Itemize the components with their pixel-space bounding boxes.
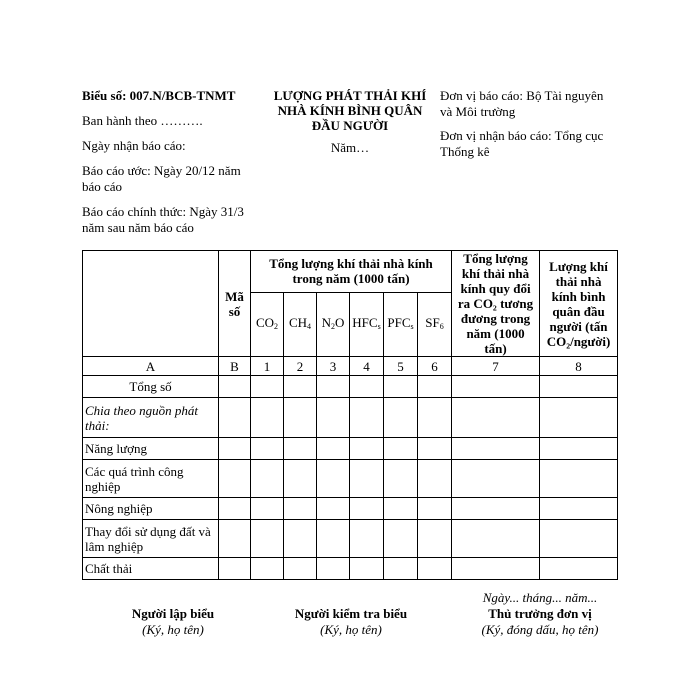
estimate-report-date: Báo cáo ước: Ngày 20/12 năm báo cáo — [82, 163, 241, 194]
data-cell[interactable] — [452, 438, 540, 460]
data-cell[interactable] — [317, 558, 350, 580]
data-cell[interactable] — [219, 558, 251, 580]
data-cell[interactable] — [418, 460, 452, 498]
index-cell: 2 — [284, 357, 317, 376]
row-label: Tổng số — [83, 376, 219, 398]
index-cell: 5 — [384, 357, 418, 376]
data-cell[interactable] — [317, 498, 350, 520]
table-row — [83, 498, 618, 520]
issued-by: Ban hành theo ………. — [82, 113, 203, 128]
index-cell: B — [219, 357, 251, 376]
data-cell[interactable] — [452, 460, 540, 498]
row-label: Nông nghiệp — [83, 498, 219, 520]
data-cell[interactable] — [251, 520, 284, 558]
gas-header-1: $CO_2$ — [251, 292, 284, 356]
header-center — [262, 88, 438, 156]
row-label: Thay đổi sử dụng đất và lâm nghiệp — [83, 520, 219, 558]
data-cell[interactable] — [284, 558, 317, 580]
data-cell[interactable] — [350, 376, 384, 398]
index-cell: 1 — [251, 357, 284, 376]
data-cell[interactable] — [384, 438, 418, 460]
data-cell[interactable] — [219, 398, 251, 438]
row-label: Năng lượng — [83, 438, 219, 460]
data-cell[interactable] — [317, 520, 350, 558]
data-cell[interactable] — [284, 438, 317, 460]
table-row — [83, 460, 618, 498]
data-cell[interactable] — [219, 438, 251, 460]
checker-role: Người kiểm tra biểu — [294, 606, 408, 621]
data-cell[interactable] — [251, 376, 284, 398]
data-cell[interactable] — [418, 558, 452, 580]
index-cell: A — [83, 357, 219, 376]
report-title: LƯỢNG PHÁT THẢI KHÍ NHÀ KÍNH BÌNH QUÂN ĐẦU NGƯỜI — [273, 88, 427, 133]
checker-note: (Ký, họ tên) — [320, 622, 382, 637]
preparer-signature — [108, 590, 238, 638]
table-row — [83, 398, 618, 438]
table-row — [83, 520, 618, 558]
data-cell[interactable] — [350, 498, 384, 520]
header-right — [440, 88, 618, 168]
table-row — [83, 558, 618, 580]
data-cell[interactable] — [350, 460, 384, 498]
data-cell[interactable] — [418, 520, 452, 558]
header-co2-equivalent: Tổng lượng khí thải nhà kính quy đổi ra CO₂ tương đương trong năm (1000 tấn) — [452, 251, 540, 357]
row-label: Chất thải — [83, 558, 219, 580]
data-cell[interactable] — [219, 460, 251, 498]
form-code: Biểu số: 007.N/BCB-TNMT — [82, 88, 236, 103]
data-cell[interactable] — [219, 498, 251, 520]
data-cell[interactable] — [384, 520, 418, 558]
gas-header-4: $HFC_s$ — [350, 292, 384, 356]
received-date: Ngày nhận báo cáo: — [82, 138, 186, 153]
gas-header-5: $PFC_s$ — [384, 292, 418, 356]
data-cell[interactable] — [317, 376, 350, 398]
gas-header-3: $N_2O$ — [317, 292, 350, 356]
table-row — [83, 376, 618, 398]
data-cell[interactable] — [384, 498, 418, 520]
index-cell: 3 — [317, 357, 350, 376]
checker-signature — [276, 590, 426, 638]
data-cell[interactable] — [384, 376, 418, 398]
header-per-capita: Lượng khí thải nhà kính bình quân đầu người (tấn CO₂/người) — [540, 251, 618, 357]
emissions-table — [82, 250, 618, 580]
data-cell[interactable] — [350, 438, 384, 460]
data-cell[interactable] — [540, 438, 618, 460]
data-cell[interactable] — [540, 558, 618, 580]
data-cell[interactable] — [418, 498, 452, 520]
data-cell[interactable] — [284, 520, 317, 558]
data-cell[interactable] — [384, 558, 418, 580]
index-cell: 7 — [452, 357, 540, 376]
data-cell[interactable] — [251, 460, 284, 498]
head-role: Thủ trưởng đơn vị — [488, 606, 592, 621]
index-cell: 4 — [350, 357, 384, 376]
data-cell[interactable] — [418, 398, 452, 438]
data-cell[interactable] — [540, 376, 618, 398]
signature-date: Ngày... tháng... năm... — [482, 590, 598, 605]
data-cell[interactable] — [317, 460, 350, 498]
data-cell[interactable] — [540, 398, 618, 438]
table-row — [83, 438, 618, 460]
data-cell[interactable] — [418, 376, 452, 398]
data-cell[interactable] — [384, 460, 418, 498]
data-cell[interactable] — [350, 558, 384, 580]
header-total-emissions: Tổng lượng khí thải nhà kính trong năm (1000 tấn) — [251, 251, 452, 293]
header-blank — [83, 251, 219, 357]
data-cell[interactable] — [540, 498, 618, 520]
data-cell[interactable] — [317, 438, 350, 460]
row-label: Chia theo nguồn phát thải: — [83, 398, 219, 438]
header-code: Mã số — [219, 251, 251, 357]
data-cell[interactable] — [251, 558, 284, 580]
header-left — [82, 88, 262, 245]
reporting-unit: Đơn vị báo cáo: Bộ Tài nguyên và Môi trường — [440, 88, 604, 119]
data-cell[interactable] — [251, 498, 284, 520]
gas-header-2: $CH_4$ — [284, 292, 317, 356]
data-cell[interactable] — [540, 460, 618, 498]
data-cell[interactable] — [317, 398, 350, 438]
data-cell[interactable] — [219, 520, 251, 558]
data-cell[interactable] — [350, 520, 384, 558]
receiving-unit: Đơn vị nhận báo cáo: Tổng cục Thống kê — [440, 128, 604, 159]
index-cell: 6 — [418, 357, 452, 376]
data-cell[interactable] — [251, 438, 284, 460]
data-cell[interactable] — [219, 376, 251, 398]
preparer-role: Người lập biểu — [131, 606, 215, 621]
report-year: Năm… — [330, 140, 370, 155]
index-cell: 8 — [540, 357, 618, 376]
index-row — [83, 357, 618, 376]
row-label: Các quá trình công nghiệp — [83, 460, 219, 498]
official-report-date: Báo cáo chính thức: Ngày 31/3 năm sau năm báo cáo — [82, 204, 244, 235]
head-note: (Ký, đóng dấu, họ tên) — [481, 622, 599, 637]
data-cell[interactable] — [452, 558, 540, 580]
data-cell[interactable] — [418, 438, 452, 460]
data-cell[interactable] — [540, 520, 618, 558]
data-cell[interactable] — [284, 498, 317, 520]
data-cell[interactable] — [452, 398, 540, 438]
data-cell[interactable] — [452, 498, 540, 520]
data-cell[interactable] — [350, 398, 384, 438]
data-cell[interactable] — [284, 376, 317, 398]
data-cell[interactable] — [452, 520, 540, 558]
data-cell[interactable] — [284, 398, 317, 438]
data-cell[interactable] — [384, 398, 418, 438]
data-cell[interactable] — [452, 376, 540, 398]
head-signature — [455, 590, 625, 638]
preparer-note: (Ký, họ tên) — [142, 622, 204, 637]
data-cell[interactable] — [251, 398, 284, 438]
data-cell[interactable] — [284, 460, 317, 498]
gas-header-6: $SF_6$ — [418, 292, 452, 356]
